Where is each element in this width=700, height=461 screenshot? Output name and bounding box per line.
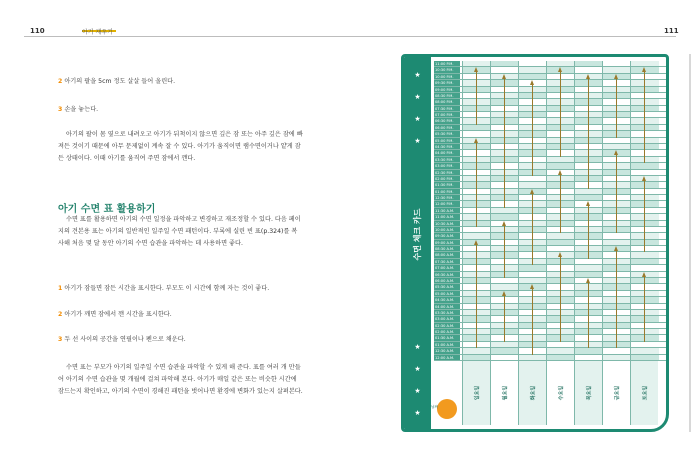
step-text: 아기가 깨면 잠에서 깬 시간을 표시한다. — [64, 311, 172, 318]
day-label: 수요일 — [558, 385, 564, 401]
grid-cell — [546, 246, 575, 251]
grid-cell — [518, 176, 547, 181]
star-icon: ★ — [414, 365, 421, 373]
time-label: 11:00 A.M. — [434, 214, 460, 219]
time-label: 01:30 P.M. — [434, 182, 460, 187]
grid-cell — [574, 272, 603, 277]
sleep-grid — [434, 61, 666, 361]
arrow-head-icon — [614, 246, 618, 251]
body-paragraph: 수면 표는 부모가 아기의 일주일 수면 습관을 파악할 수 있게 해 준다. 표를 여러 개 만들어 아기의 수면 습관을 몇 개월에 걸쳐 파악해 본다. 아기가 매일 같은 또는 비슷한 시간에 잠드는지 확인하고, 아기의 수면이 경해진 패턴을 벗어나면 환경에 변화가 있는지 살펴본다. — [58, 364, 303, 395]
sleep-arrow — [532, 193, 533, 266]
section-heading: 아기 수면 표 활용하기 — [58, 204, 156, 215]
arrow-head-icon — [502, 221, 506, 226]
sleep-check-card — [401, 54, 669, 432]
day-label: 목요일 — [586, 385, 592, 401]
time-label: 10:30 P.M. — [434, 67, 460, 72]
day-label: 일요일 — [474, 385, 480, 401]
grid-cell — [630, 348, 659, 353]
time-label: 02:30 A.M. — [434, 323, 460, 328]
grid-cell — [462, 348, 491, 353]
grid-cell — [462, 131, 491, 136]
step-item — [58, 76, 303, 88]
right-page-number: 111 — [664, 27, 679, 35]
sleep-arrow — [560, 256, 561, 341]
day-cell — [546, 361, 574, 425]
grid-cell — [574, 348, 603, 353]
time-label: 09:30 P.M. — [434, 80, 460, 85]
time-label: 03:30 A.M. — [434, 310, 460, 315]
time-label: 05:30 A.M. — [434, 284, 460, 289]
arrow-head-icon — [642, 272, 646, 277]
step-item — [58, 309, 303, 321]
grid-cell — [602, 348, 631, 353]
grid-cell — [546, 240, 575, 245]
day-cell — [602, 361, 630, 425]
grid-cell — [630, 342, 659, 347]
time-label: 05:30 P.M. — [434, 131, 460, 136]
time-label: 02:00 P.M. — [434, 176, 460, 181]
star-icon: ★ — [414, 343, 421, 351]
step-text: 아기의 팔을 5cm 정도 살살 들어 올린다. — [64, 78, 176, 85]
step-text: 두 선 사이의 공간을 연필이나 펜으로 채운다. — [64, 336, 186, 343]
sleep-arrow — [588, 78, 589, 189]
time-label: 06:30 A.M. — [434, 272, 460, 277]
time-label: 06:30 P.M. — [434, 118, 460, 123]
grid-cell — [462, 227, 491, 232]
grid-cell — [490, 208, 519, 213]
time-label: 10:30 A.M. — [434, 221, 460, 226]
grid-cell — [546, 233, 575, 238]
left-page-number: 110 — [30, 27, 45, 35]
grid-cell — [602, 138, 631, 143]
grid-cell — [490, 355, 519, 360]
grid-cell — [462, 233, 491, 238]
grid-cell — [546, 348, 575, 353]
grid-cell — [546, 157, 575, 162]
step-item — [58, 283, 303, 295]
sleep-arrow — [560, 71, 561, 156]
sleep-arrow — [532, 288, 533, 354]
time-label: 10:00 P.M. — [434, 74, 460, 79]
time-label: 01:00 A.M. — [434, 342, 460, 347]
grid-cell — [518, 272, 547, 277]
step-number: 1 — [58, 285, 63, 292]
day-cell — [574, 361, 602, 425]
step-item — [58, 334, 303, 346]
star-icon: ★ — [414, 387, 421, 395]
sleep-arrow — [504, 78, 505, 208]
header-rule — [24, 36, 676, 37]
time-label: 07:30 P.M. — [434, 106, 460, 111]
grid-cell — [518, 278, 547, 283]
arrow-head-icon — [614, 150, 618, 155]
arrow-head-icon — [502, 74, 506, 79]
day-label: 금요일 — [614, 385, 620, 401]
grid-cell — [602, 144, 631, 149]
grid-cell — [630, 163, 659, 168]
time-label: 09:30 A.M. — [434, 233, 460, 238]
sleep-arrow — [532, 84, 533, 176]
sleep-arrow — [644, 276, 645, 342]
time-label: 11:00 P.M. — [434, 61, 460, 66]
arrow-head-icon — [586, 74, 590, 79]
grid-cell — [462, 61, 491, 66]
grid-cell — [630, 170, 659, 175]
sleep-arrow — [588, 205, 589, 258]
day-label: 토요일 — [642, 385, 648, 401]
grid-cell — [574, 189, 603, 194]
sleep-arrow — [616, 250, 617, 348]
grid-cell — [462, 125, 491, 130]
arrow-head-icon — [530, 189, 534, 194]
arrow-head-icon — [474, 240, 478, 245]
step-number: 3 — [58, 336, 63, 343]
grid-cell — [546, 342, 575, 347]
step-number: 3 — [58, 106, 63, 113]
time-label: 08:30 A.M. — [434, 246, 460, 251]
grid-cell — [602, 355, 631, 360]
arrow-head-icon — [586, 201, 590, 206]
time-label: 07:30 A.M. — [434, 259, 460, 264]
arrow-head-icon — [502, 291, 506, 296]
time-label: 08:00 P.M. — [434, 99, 460, 104]
grid-cell — [630, 355, 659, 360]
arrow-head-icon — [474, 138, 478, 143]
time-label: 06:00 A.M. — [434, 278, 460, 283]
grid-cell — [490, 214, 519, 219]
grid-cell — [630, 252, 659, 257]
time-label: 08:00 A.M. — [434, 252, 460, 257]
step-number: 2 — [58, 78, 63, 85]
sleep-arrow — [616, 78, 617, 138]
step-item — [58, 104, 303, 116]
time-label: 06:00 P.M. — [434, 125, 460, 130]
star-icon: ★ — [414, 115, 421, 123]
sleep-arrow — [476, 142, 477, 227]
time-label: 05:00 A.M. — [434, 291, 460, 296]
grid-cell — [630, 265, 659, 270]
grid-cell — [630, 61, 659, 66]
sleep-arrow — [644, 180, 645, 253]
grid-cell — [490, 61, 519, 66]
grid-cell — [518, 182, 547, 187]
sleep-arrow — [588, 282, 589, 348]
time-label: 03:00 A.M. — [434, 316, 460, 321]
time-label: 08:30 P.M. — [434, 93, 460, 98]
grid-cell — [490, 67, 519, 72]
star-icon: ★ — [414, 93, 421, 101]
day-cell — [490, 361, 518, 425]
grid-cell — [518, 265, 547, 270]
grid-cell — [490, 342, 519, 347]
time-label: 04:00 A.M. — [434, 304, 460, 309]
time-label: 12:00 A.M. — [434, 355, 460, 360]
page-edge — [689, 54, 691, 432]
arrow-head-icon — [530, 80, 534, 85]
time-label: 02:00 A.M. — [434, 329, 460, 334]
step-number: 2 — [58, 311, 63, 318]
day-cell — [630, 361, 658, 425]
time-label: 05:00 P.M. — [434, 138, 460, 143]
arrow-head-icon — [558, 67, 562, 72]
grid-cell — [546, 61, 575, 66]
grid-cell — [574, 195, 603, 200]
grid-cell — [490, 348, 519, 353]
time-label: 03:30 P.M. — [434, 157, 460, 162]
arrow-head-icon — [530, 284, 534, 289]
sleep-arrow — [476, 71, 477, 124]
grid-cell — [518, 61, 547, 66]
grid-cell — [602, 233, 631, 238]
arrow-head-icon — [614, 74, 618, 79]
grid-cell — [602, 61, 631, 66]
grid-cell — [518, 67, 547, 72]
star-icon: ★ — [414, 71, 421, 79]
grid-cell — [574, 259, 603, 264]
grid-cell — [546, 163, 575, 168]
grid-cell — [518, 74, 547, 79]
time-label: 07:00 P.M. — [434, 112, 460, 117]
time-label: 09:00 P.M. — [434, 87, 460, 92]
arrow-head-icon — [558, 252, 562, 257]
time-label: 01:00 P.M. — [434, 189, 460, 194]
time-label: 01:30 A.M. — [434, 335, 460, 340]
card-title: 수면 체크 카드 — [413, 208, 422, 261]
step-text: 아기가 잠들면 잠든 시간을 표시한다. 부모도 이 시간에 함께 자는 것이 좋다. — [64, 285, 270, 292]
body-paragraph: 아기의 팔이 몸 옆으로 내려오고 아기가 뒤척이지 않으면 깊은 잠 또는 아주 깊은 잠에 빠져든 것이기 때문에 아무 문제없이 계속 잘 수 있다. 아기가 움직이면 램수면이거나 얕게 잠든 상태이다. 이때 아기를 움직여 주면 잠에서 깬다. — [58, 131, 303, 162]
grid-cell — [518, 355, 547, 360]
time-label: 07:00 A.M. — [434, 265, 460, 270]
grid-cell — [574, 265, 603, 270]
grid-cell — [490, 284, 519, 289]
time-label: 12:00 P.M. — [434, 201, 460, 206]
time-label: 02:30 P.M. — [434, 170, 460, 175]
star-icon: ★ — [414, 409, 421, 417]
day-label: 월요일 — [502, 385, 508, 401]
sleep-arrow — [476, 244, 477, 349]
arrow-head-icon — [558, 170, 562, 175]
sleep-arrow — [560, 174, 561, 234]
day-label-row — [434, 361, 666, 425]
day-cell — [518, 361, 546, 425]
grid-cell — [462, 355, 491, 360]
arrow-head-icon — [474, 67, 478, 72]
time-label: 10:00 A.M. — [434, 227, 460, 232]
grid-cell — [630, 259, 659, 264]
day-cell — [462, 361, 490, 425]
body-paragraph: 수면 표를 활용하면 아기의 수면 일정을 파악하고 변경하고 재조정할 수 있다. 다음 페이지의 견본용 표는 아기의 일반적인 일주일 수면 패턴이다. 부록에 실린 빈 표(p.324)를 복사해 처음 몇 달 동안 아기의 수면 습관을 파악하는 데 사용하면 좋다. — [58, 216, 301, 247]
grid-cell — [490, 278, 519, 283]
time-label: 12:30 A.M. — [434, 348, 460, 353]
time-label: 11:30 A.M. — [434, 208, 460, 213]
time-label: 12:30 P.M. — [434, 195, 460, 200]
orange-dot-icon — [437, 399, 457, 419]
sleep-arrow — [504, 295, 505, 342]
corner-label: 날짜 — [431, 405, 438, 409]
grid-cell — [574, 355, 603, 360]
arrow-head-icon — [642, 67, 646, 72]
star-icon: ★ — [414, 137, 421, 145]
grid-cell — [602, 240, 631, 245]
grid-cell — [574, 67, 603, 72]
sleep-arrow — [616, 154, 617, 233]
sleep-arrow — [644, 71, 645, 163]
day-label: 화요일 — [530, 385, 536, 401]
time-label: 04:30 A.M. — [434, 297, 460, 302]
time-label: 03:00 P.M. — [434, 163, 460, 168]
step-text: 손을 놓는다. — [64, 106, 99, 113]
grid-cell — [546, 355, 575, 360]
time-label: 09:00 A.M. — [434, 240, 460, 245]
time-label: 04:00 P.M. — [434, 150, 460, 155]
running-title: 아기 재우기 — [82, 29, 113, 36]
arrow-head-icon — [586, 278, 590, 283]
arrow-head-icon — [642, 176, 646, 181]
time-label: 04:30 P.M. — [434, 144, 460, 149]
grid-cell — [574, 61, 603, 66]
sleep-arrow — [504, 225, 505, 278]
grid-cell — [602, 67, 631, 72]
